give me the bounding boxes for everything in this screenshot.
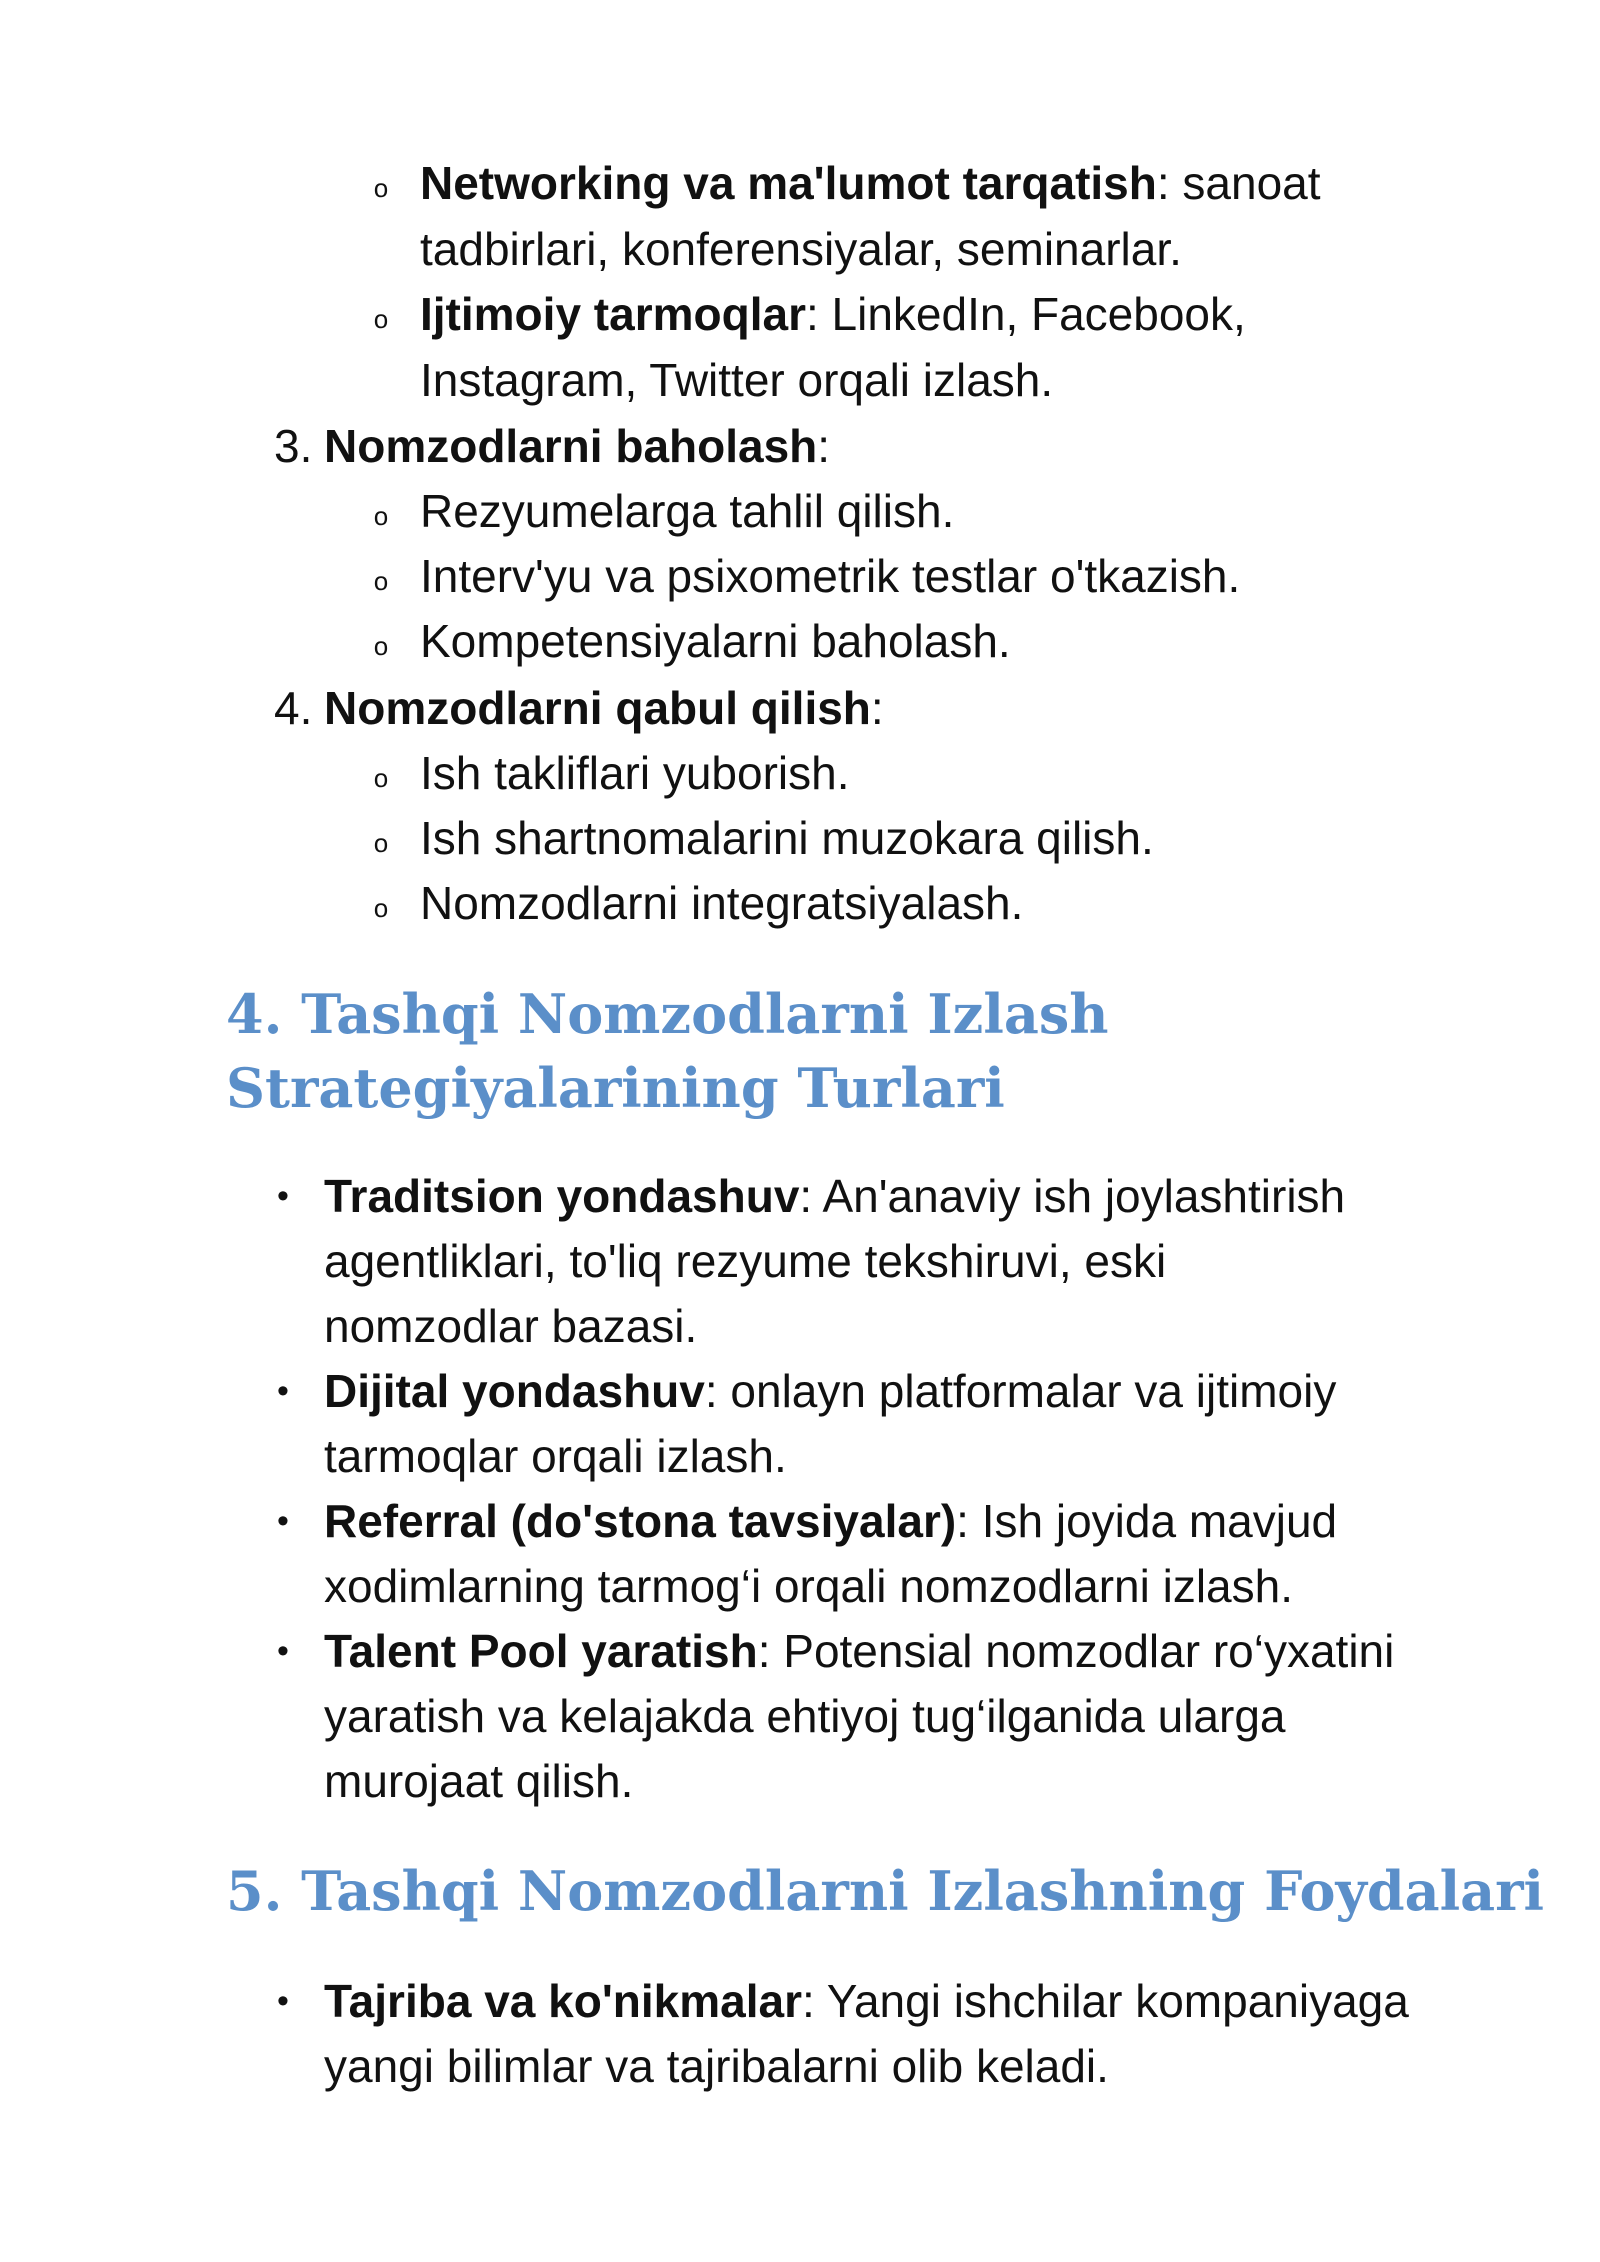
section-heading: 4. Tashqi Nomzodlarni Izlash (226, 982, 1109, 1046)
list-item-continuation: xodimlarning tarmog‘i orqali nomzodlarni izlash. (324, 1560, 1293, 1612)
list-item-term: Ijtimoiy tarmoqlar (420, 288, 806, 340)
list-item-text: : (817, 420, 831, 472)
list-item-text: : Ish joyida mavjud (956, 1495, 1338, 1547)
list-item-term: Tajriba va ko'nikmalar (324, 1975, 802, 2027)
list-item: Interv'yu va psixometrik testlar o'tkazish. (420, 550, 1241, 602)
section-heading-continuation: Strategiyalarining Turlari (226, 1056, 1005, 1120)
list-number: 3. (274, 420, 313, 472)
list-item-text: : Potensial nomzodlar ro‘yxatini (757, 1625, 1395, 1677)
circle-bullet: o (373, 566, 389, 596)
list-item-continuation: Instagram, Twitter orqali izlash. (420, 354, 1054, 406)
list-item-text: : sanoat (1156, 157, 1321, 209)
list-item-text: : Yangi ishchilar kompaniyaga (801, 1975, 1409, 2027)
circle-bullet: o (373, 501, 389, 531)
list-item-traditsion (324, 1163, 1345, 1229)
list-item-term: Dijital yondashuv (324, 1365, 705, 1417)
circle-bullet: o (373, 173, 389, 203)
bullet-dot: • (277, 1632, 289, 1670)
list-item-tajriba (324, 1968, 1409, 2034)
list-number: 4. (274, 682, 313, 734)
list-item: Rezyumelarga tahlil qilish. (420, 485, 955, 537)
circle-bullet: o (373, 763, 389, 793)
list-item-social (420, 281, 1246, 347)
circle-bullet: o (373, 631, 389, 661)
bullet-dot: • (277, 1982, 289, 2020)
circle-bullet: o (373, 304, 389, 334)
list-item-continuation: tadbirlari, konferensiyalar, seminarlar. (420, 223, 1182, 275)
circle-bullet: o (373, 828, 389, 858)
list-item-continuation: murojaat qilish. (324, 1755, 634, 1807)
bullet-dot: • (277, 1372, 289, 1410)
list-item: Nomzodlarni integratsiyalash. (420, 877, 1024, 929)
list-item-continuation: yangi bilimlar va tajribalarni olib keladi. (324, 2040, 1109, 2092)
list-item-term: Referral (do'stona tavsiyalar) (324, 1495, 957, 1547)
list-item-text: : LinkedIn, Facebook, (805, 288, 1246, 340)
list-item-continuation: nomzodlar bazasi. (324, 1300, 698, 1352)
list-item: Ish shartnomalarini muzokara qilish. (420, 812, 1154, 864)
list-item-dijital (324, 1358, 1336, 1424)
list-item-text: : onlayn platformalar va ijtimoiy (704, 1365, 1337, 1417)
list-item-4 (324, 675, 884, 741)
bullet-dot: • (277, 1177, 289, 1215)
list-item-talent-pool (324, 1618, 1394, 1684)
list-item-term: Traditsion yondashuv (324, 1170, 800, 1222)
list-item: Ish takliflari yuborish. (420, 747, 850, 799)
list-item-continuation: agentliklari, to'liq rezyume tekshiruvi, eski (324, 1235, 1167, 1287)
list-item-networking (420, 150, 1321, 216)
circle-bullet: o (373, 893, 389, 923)
list-item-continuation: tarmoqlar orqali izlash. (324, 1430, 787, 1482)
list-item: Kompetensiyalarni baholash. (420, 615, 1011, 667)
list-item-text: : An'anaviy ish joylashtirish (799, 1170, 1346, 1222)
list-item-term: Nomzodlarni baholash (324, 420, 818, 472)
list-item-continuation: yaratish va kelajakda ehtiyoj tug‘ilganida ularga (324, 1690, 1286, 1742)
list-item-text: : (870, 682, 884, 734)
list-item-term: Talent Pool yaratish (324, 1625, 758, 1677)
list-item-referral (324, 1488, 1337, 1554)
list-item-3 (324, 413, 830, 479)
list-item-term: Networking va ma'lumot tarqatish (420, 157, 1157, 209)
section-heading: 5. Tashqi Nomzodlarni Izlashning Foydalari (226, 1859, 1545, 1923)
bullet-dot: • (277, 1502, 289, 1540)
list-item-term: Nomzodlarni qabul qilish (324, 682, 871, 734)
